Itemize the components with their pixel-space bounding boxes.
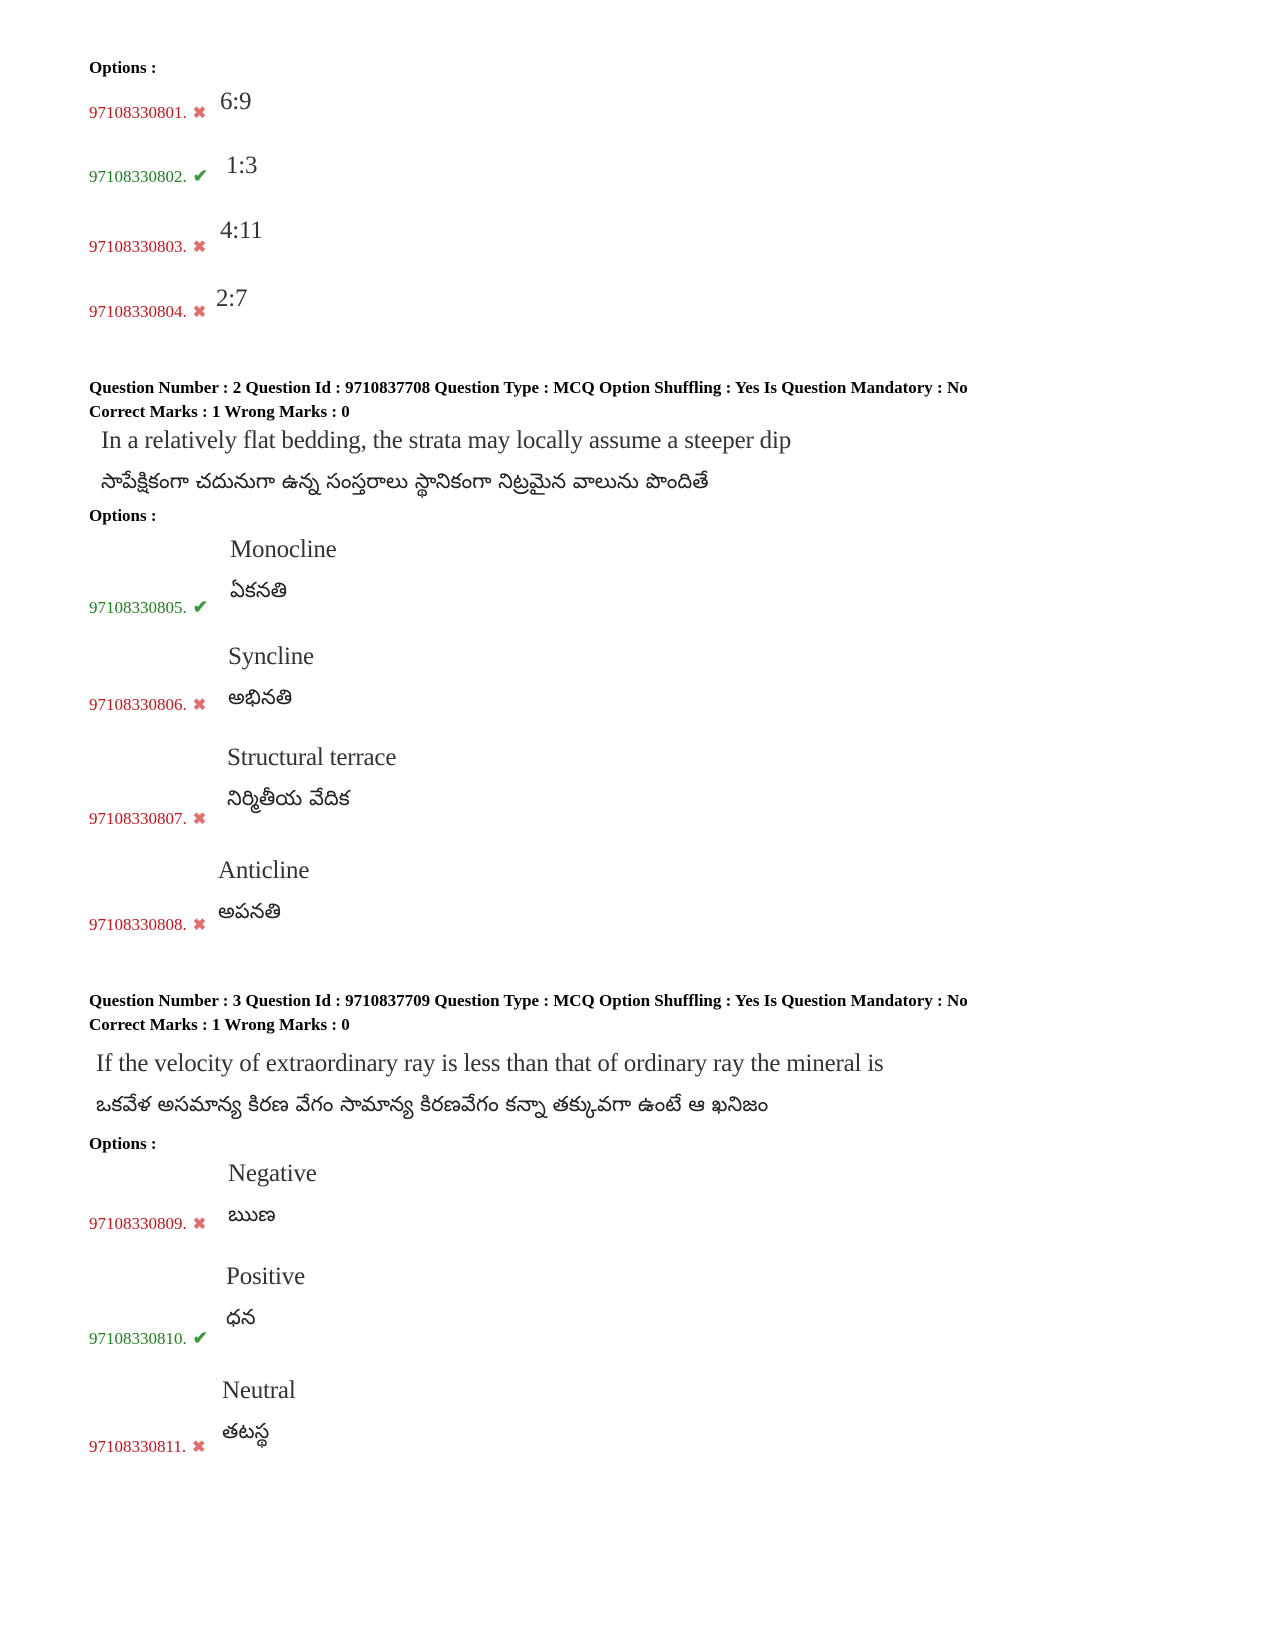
option-row [89, 103, 206, 123]
question-header: Question Number : 2 Question Id : 9710837708 Question Type : MCQ Option Shuffling : Yes Is Question Mandatory : No [89, 378, 968, 397]
option-id: 97108330802. [89, 167, 187, 186]
options-label: Options : [89, 1134, 157, 1153]
cross-icon: ✖ [192, 105, 207, 122]
option-row [89, 1328, 208, 1349]
option-text: 4:11 [220, 217, 263, 244]
option-text-en: Anticline [218, 857, 310, 884]
option-text: 6:9 [220, 88, 252, 115]
option-row [89, 915, 206, 935]
question-marks: Correct Marks : 1 Wrong Marks : 0 [89, 1015, 350, 1034]
question-text-en: In a relatively flat bedding, the strata may locally assume a steeper dip [101, 427, 792, 454]
cross-icon: ✖ [192, 811, 207, 828]
option-text-te: అభినతి [228, 685, 293, 709]
cross-icon: ✖ [192, 1439, 206, 1456]
option-row [89, 597, 208, 618]
option-text-te: నిర్మితీయ వేదిక [227, 786, 350, 810]
option-row [89, 302, 206, 322]
question-marks: Correct Marks : 1 Wrong Marks : 0 [89, 402, 350, 421]
option-id: 97108330806. [89, 695, 187, 714]
option-text-te: అపనతి [218, 899, 281, 923]
option-row [89, 237, 206, 257]
option-row [89, 1214, 206, 1234]
cross-icon: ✖ [192, 239, 207, 256]
option-id: 97108330803. [89, 237, 187, 256]
cross-icon: ✖ [192, 304, 207, 321]
question-header: Question Number : 3 Question Id : 9710837709 Question Type : MCQ Option Shuffling : Yes Is Question Mandatory : No [89, 991, 968, 1010]
option-text-en: Syncline [228, 643, 314, 670]
check-icon: ✔ [192, 1328, 208, 1348]
check-icon: ✔ [192, 597, 208, 617]
option-text-te: తటస్థ [222, 1419, 270, 1443]
option-id: 97108330805. [89, 598, 187, 617]
option-text-te: ఏకనతి [230, 578, 288, 602]
option-id: 97108330801. [89, 103, 187, 122]
options-label: Options : [89, 506, 157, 525]
check-icon: ✔ [192, 166, 208, 186]
option-text: 1:3 [226, 152, 258, 179]
cross-icon: ✖ [192, 1216, 207, 1233]
option-id: 97108330807. [89, 809, 187, 828]
option-text-en: Monocline [230, 536, 337, 563]
option-id: 97108330809. [89, 1214, 187, 1233]
option-row [89, 1437, 206, 1457]
option-text-te: ధన [226, 1305, 256, 1329]
option-row [89, 166, 208, 187]
option-id: 97108330811. [89, 1437, 187, 1456]
cross-icon: ✖ [192, 697, 207, 714]
option-text-en: Neutral [222, 1377, 296, 1404]
option-text: 2:7 [216, 285, 248, 312]
options-label: Options : [89, 58, 157, 77]
question-text-te: ఒకవేళ అసమాన్య కిరణ వేగం సామాన్య కిరణవేగం కన్నా తక్కువగా ఉంటే ఆ ఖనిజం [96, 1092, 769, 1116]
cross-icon: ✖ [192, 917, 207, 934]
option-id: 97108330810. [89, 1329, 187, 1348]
option-text-te: ఋణ [228, 1202, 276, 1226]
question-text-te: సాపేక్షికంగా చదునుగా ఉన్న సంస్తరాలు స్థానికంగా నిట్రమైన వాలును పొందితే [101, 469, 709, 493]
option-text-en: Positive [226, 1263, 305, 1290]
option-row [89, 695, 206, 715]
option-id: 97108330804. [89, 302, 187, 321]
option-row [89, 809, 206, 829]
option-text-en: Structural terrace [227, 744, 397, 771]
question-text-en: If the velocity of extraordinary ray is less than that of ordinary ray the mineral is [96, 1050, 884, 1077]
option-text-en: Negative [228, 1160, 317, 1187]
option-id: 97108330808. [89, 915, 187, 934]
